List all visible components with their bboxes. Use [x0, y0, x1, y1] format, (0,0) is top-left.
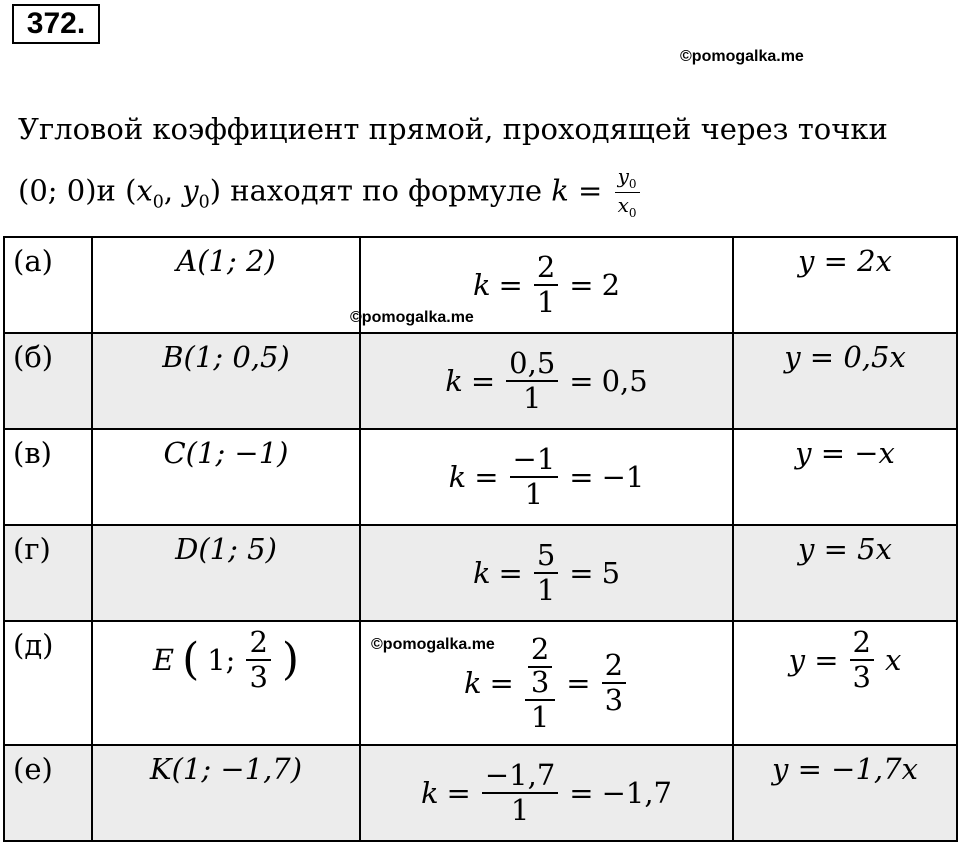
watermark: ©pomogalka.me — [350, 309, 474, 326]
row-label: (б) — [4, 333, 92, 429]
line-equation-cell: y = $\frac{2}{3}$ x — [733, 621, 957, 745]
slope-cell: k = $\frac{0,5}{1}$ = 0,5 — [360, 333, 733, 429]
slope-cell: k = $\frac{-1}{1}$ = −1 — [360, 429, 733, 525]
point-cell: B(1; 0,5) — [92, 333, 360, 429]
table-row — [4, 429, 957, 525]
table-row — [4, 333, 957, 429]
slope-cell: ©pomogalka.me k = $\frac{\frac{2}{3}}{1}$ = $\frac{2}{3}$ — [360, 621, 733, 745]
problem-number: 372. — [12, 4, 100, 44]
intro-line-2: (0; 0)и ($x_0$, $y_0$) находят по формуле k = $\frac{y_0}{x_0}$ — [18, 166, 643, 219]
table-row — [4, 621, 957, 745]
slope-formula: $\frac{y_0}{x_0}$ — [615, 166, 640, 219]
row-label: (в) — [4, 429, 92, 525]
slope-cell: k = $\frac{-1,7}{1}$ = −1,7 — [360, 745, 733, 841]
point-cell: A(1; 2) — [92, 237, 360, 333]
line-equation-cell: y = −1,7x — [733, 745, 957, 841]
line-equation-cell: y = −x — [733, 429, 957, 525]
line-equation-cell: y = 5x — [733, 525, 957, 621]
slope-cell: k = $\frac{5}{1}$ = 5 — [360, 525, 733, 621]
point-cell: C(1; −1) — [92, 429, 360, 525]
row-label: (д) — [4, 621, 92, 745]
table-row — [4, 745, 957, 841]
row-label: (е) — [4, 745, 92, 841]
intro-line-1: Угловой коэффициент прямой, проходящей через точки — [18, 112, 888, 146]
solution-table — [3, 236, 958, 842]
point-cell: K(1; −1,7) — [92, 745, 360, 841]
line-equation-cell: y = 0,5x — [733, 333, 957, 429]
point-cell: D(1; 5) — [92, 525, 360, 621]
point-cell: E ( 1; $\frac{2}{3}$ ) — [92, 621, 360, 745]
table-row — [4, 237, 957, 333]
line-equation-cell: y = 2x — [733, 237, 957, 333]
watermark: ©pomogalka.me — [680, 48, 804, 65]
row-label: (г) — [4, 525, 92, 621]
row-label: (а) — [4, 237, 92, 333]
watermark: ©pomogalka.me — [371, 636, 495, 653]
table-row — [4, 525, 957, 621]
slope-cell: k = $\frac{2}{1}$ = 2 — [360, 237, 733, 333]
